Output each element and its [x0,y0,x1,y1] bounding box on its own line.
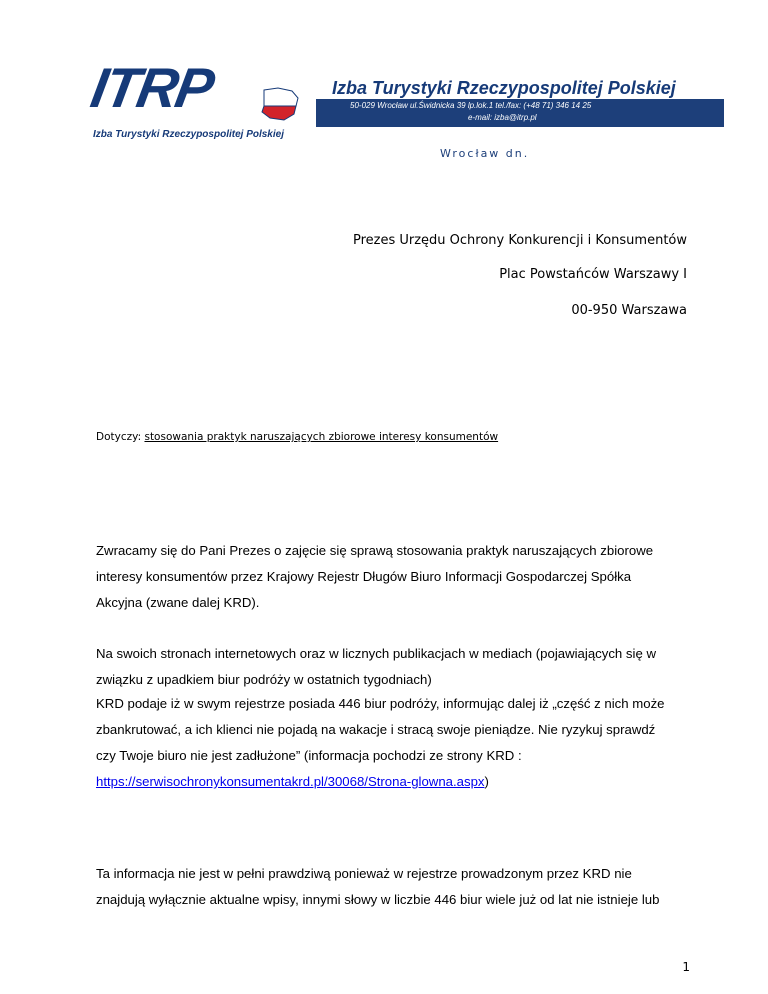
paragraph-line: KRD podaje iż w swym rejestrze posiada 446 biur podróży, informując dalej iż „część z nich może [96,696,665,711]
itrp-logo: ITRP [86,56,218,119]
paragraph-line: czy Twoje biuro nie jest zadłużone” (informacja pochodzi ze strony KRD : [96,748,522,763]
poland-flag-map-icon [258,86,300,122]
logo-subtitle: Izba Turystyki Rzeczypospolitej Polskiej [93,129,284,140]
paragraph-line: związku z upadkiem biur podróży w ostatnich tygodniach) [96,672,432,687]
page-number: 1 [682,960,690,974]
subject-line [96,431,498,443]
paragraph-2 [96,641,696,693]
recipient-line-2: Plac Powstańców Warszawy I [499,267,687,282]
paragraph-1 [96,538,696,616]
link-suffix: ) [484,774,489,789]
paragraph-line: interesy konsumentów przez Krajowy Rejestr Długów Biuro Informacji Gospodarczej Spółka [96,569,632,584]
subject-text: stosowania praktyk naruszających zbiorowe interesy konsumentów [144,431,499,443]
recipient-line-3: 00-950 Warszawa [571,303,687,318]
paragraph-3 [96,691,696,795]
letterhead-address: 50-029 Wrocław ul.Świdnicka 39 lp.lok.1 tel./fax: (+48 71) 346 14 25 [350,101,592,110]
paragraph-line [96,769,696,795]
subject-label: Dotyczy: [96,431,142,443]
paragraph-line: znajdują wyłącznie aktualne wpisy, innymi słowy w liczbie 446 biur wiele już od lat nie istnieje lub [96,892,660,907]
paragraph-line: Ta informacja nie jest w pełni prawdziwą ponieważ w rejestrze prowadzonym przez KRD nie [96,866,632,881]
letterhead-email: e-mail: izba@itrp.pl [468,113,537,122]
krd-website-link[interactable]: https://serwisochronykonsumentakrd.pl/30068/Strona-glowna.aspx [96,774,485,789]
letterhead-title: Izba Turystyki Rzeczypospolitej Polskiej [332,78,676,98]
paragraph-line: zbankrutować, a ich klienci nie pojadą na wakacje i stracą swoje pieniądze. Nie ryzykuj sprawdź [96,722,656,737]
paragraph-line: Akcyjna (zwane dalej KRD). [96,595,260,610]
paragraph-4 [96,861,696,913]
city-date: Wrocław dn. [440,147,530,160]
recipient-line-1: Prezes Urzędu Ochrony Konkurencji i Konsumentów [352,233,687,248]
paragraph-line: Zwracamy się do Pani Prezes o zajęcie się sprawą stosowania praktyk naruszających zbiorowe [96,543,654,558]
paragraph-line: Na swoich stronach internetowych oraz w licznych publikacjach w mediach (pojawiających się w [96,646,656,661]
